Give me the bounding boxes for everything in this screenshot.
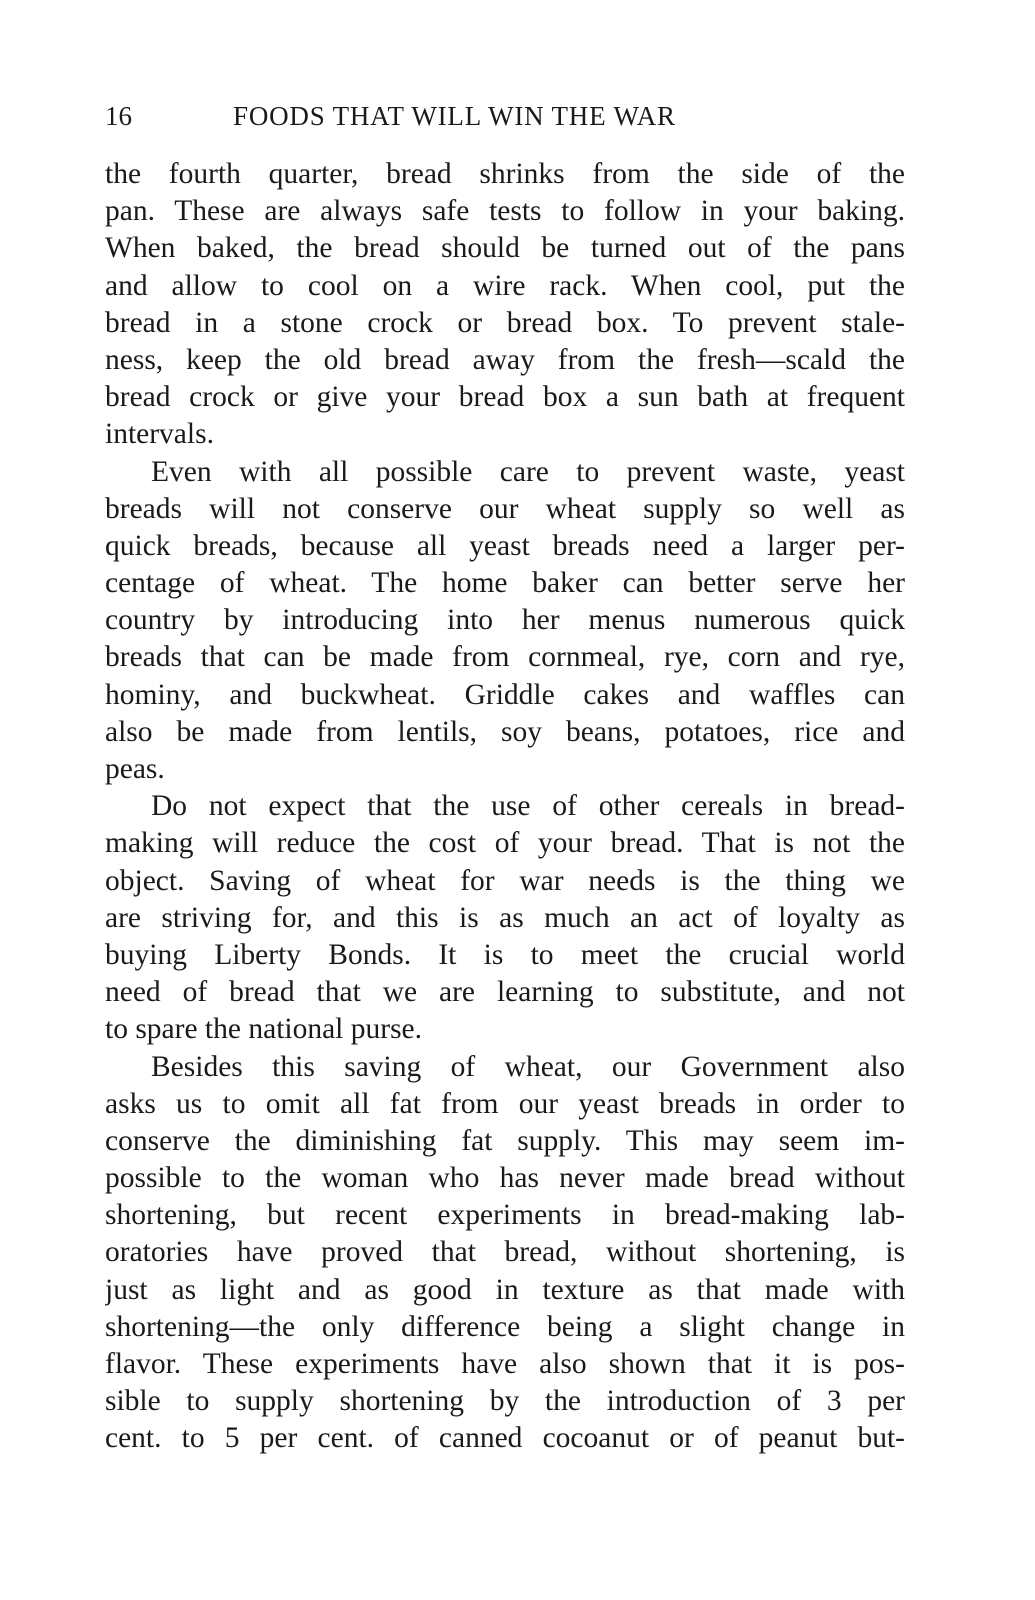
text-line: to spare the national purse. [105,1013,423,1046]
text-line: bread crock or give your bread box a sun bath at frequent [105,381,905,414]
text-line: Besides this saving of wheat, our Government also [151,1050,905,1083]
text-line: shortening, but recent experiments in bread-making lab- [105,1199,905,1232]
text-line: centage of wheat. The home baker can better serve her [105,567,905,600]
text-line: oratories have proved that bread, without shortening, is [105,1236,905,1269]
page-header [105,98,905,134]
text-line: and allow to cool on a wire rack. When cool, put the [105,269,905,302]
text-line: When baked, the bread should be turned out of the pans [105,232,905,265]
text-line: breads will not conserve our wheat supply so well as [105,492,905,525]
text-line: making will reduce the cost of your bread. That is not the [105,827,905,860]
text-line: breads that can be made from cornmeal, rye, corn and rye, [105,641,905,674]
text-line: pan. These are always safe tests to follow in your baking. [105,195,905,228]
body-text [105,156,905,1458]
running-title: FOODS THAT WILL WIN THE WAR [233,101,676,131]
text-line: also be made from lentils, soy beans, potatoes, rice and [105,715,905,748]
text-line: intervals. [105,418,214,451]
text-line: conserve the diminishing fat supply. This may seem im- [105,1124,905,1157]
text-line: bread in a stone crock or bread box. To prevent stale- [105,306,905,339]
text-line: peas. [105,753,165,785]
text-line: asks us to omit all fat from our yeast breads in order to [105,1087,905,1120]
text-line: are striving for, and this is as much an act of loyalty as [105,901,905,934]
text-line: quick breads, because all yeast breads need a larger per- [105,529,905,562]
text-line: possible to the woman who has never made bread without [105,1162,905,1195]
text-line: need of bread that we are learning to substitute, and not [105,976,905,1009]
text-line: just as light and as good in texture as that made with [105,1273,905,1306]
text-line: sible to supply shortening by the introduction of 3 per [105,1385,905,1418]
text-line: Do not expect that the use of other cereals in bread- [151,790,905,823]
text-line: object. Saving of wheat for war needs is the thing we [105,864,905,897]
text-line: Even with all possible care to prevent waste, yeast [151,455,905,488]
text-line: ness, keep the old bread away from the fresh—scald the [105,343,905,376]
text-line: shortening—the only difference being a slight change in [105,1310,905,1343]
text-line: buying Liberty Bonds. It is to meet the crucial world [105,938,905,971]
text-line: flavor. These experiments have also shown that it is pos- [105,1348,905,1380]
text-line: hominy, and buckwheat. Griddle cakes and waffles can [105,678,905,711]
text-line: the fourth quarter, bread shrinks from the side of the [105,158,905,190]
text-line: cent. to 5 per cent. of canned cocoanut or of peanut but- [105,1422,905,1455]
text-line: country by introducing into her menus numerous quick [105,604,905,637]
page-number: 16 [105,101,132,131]
